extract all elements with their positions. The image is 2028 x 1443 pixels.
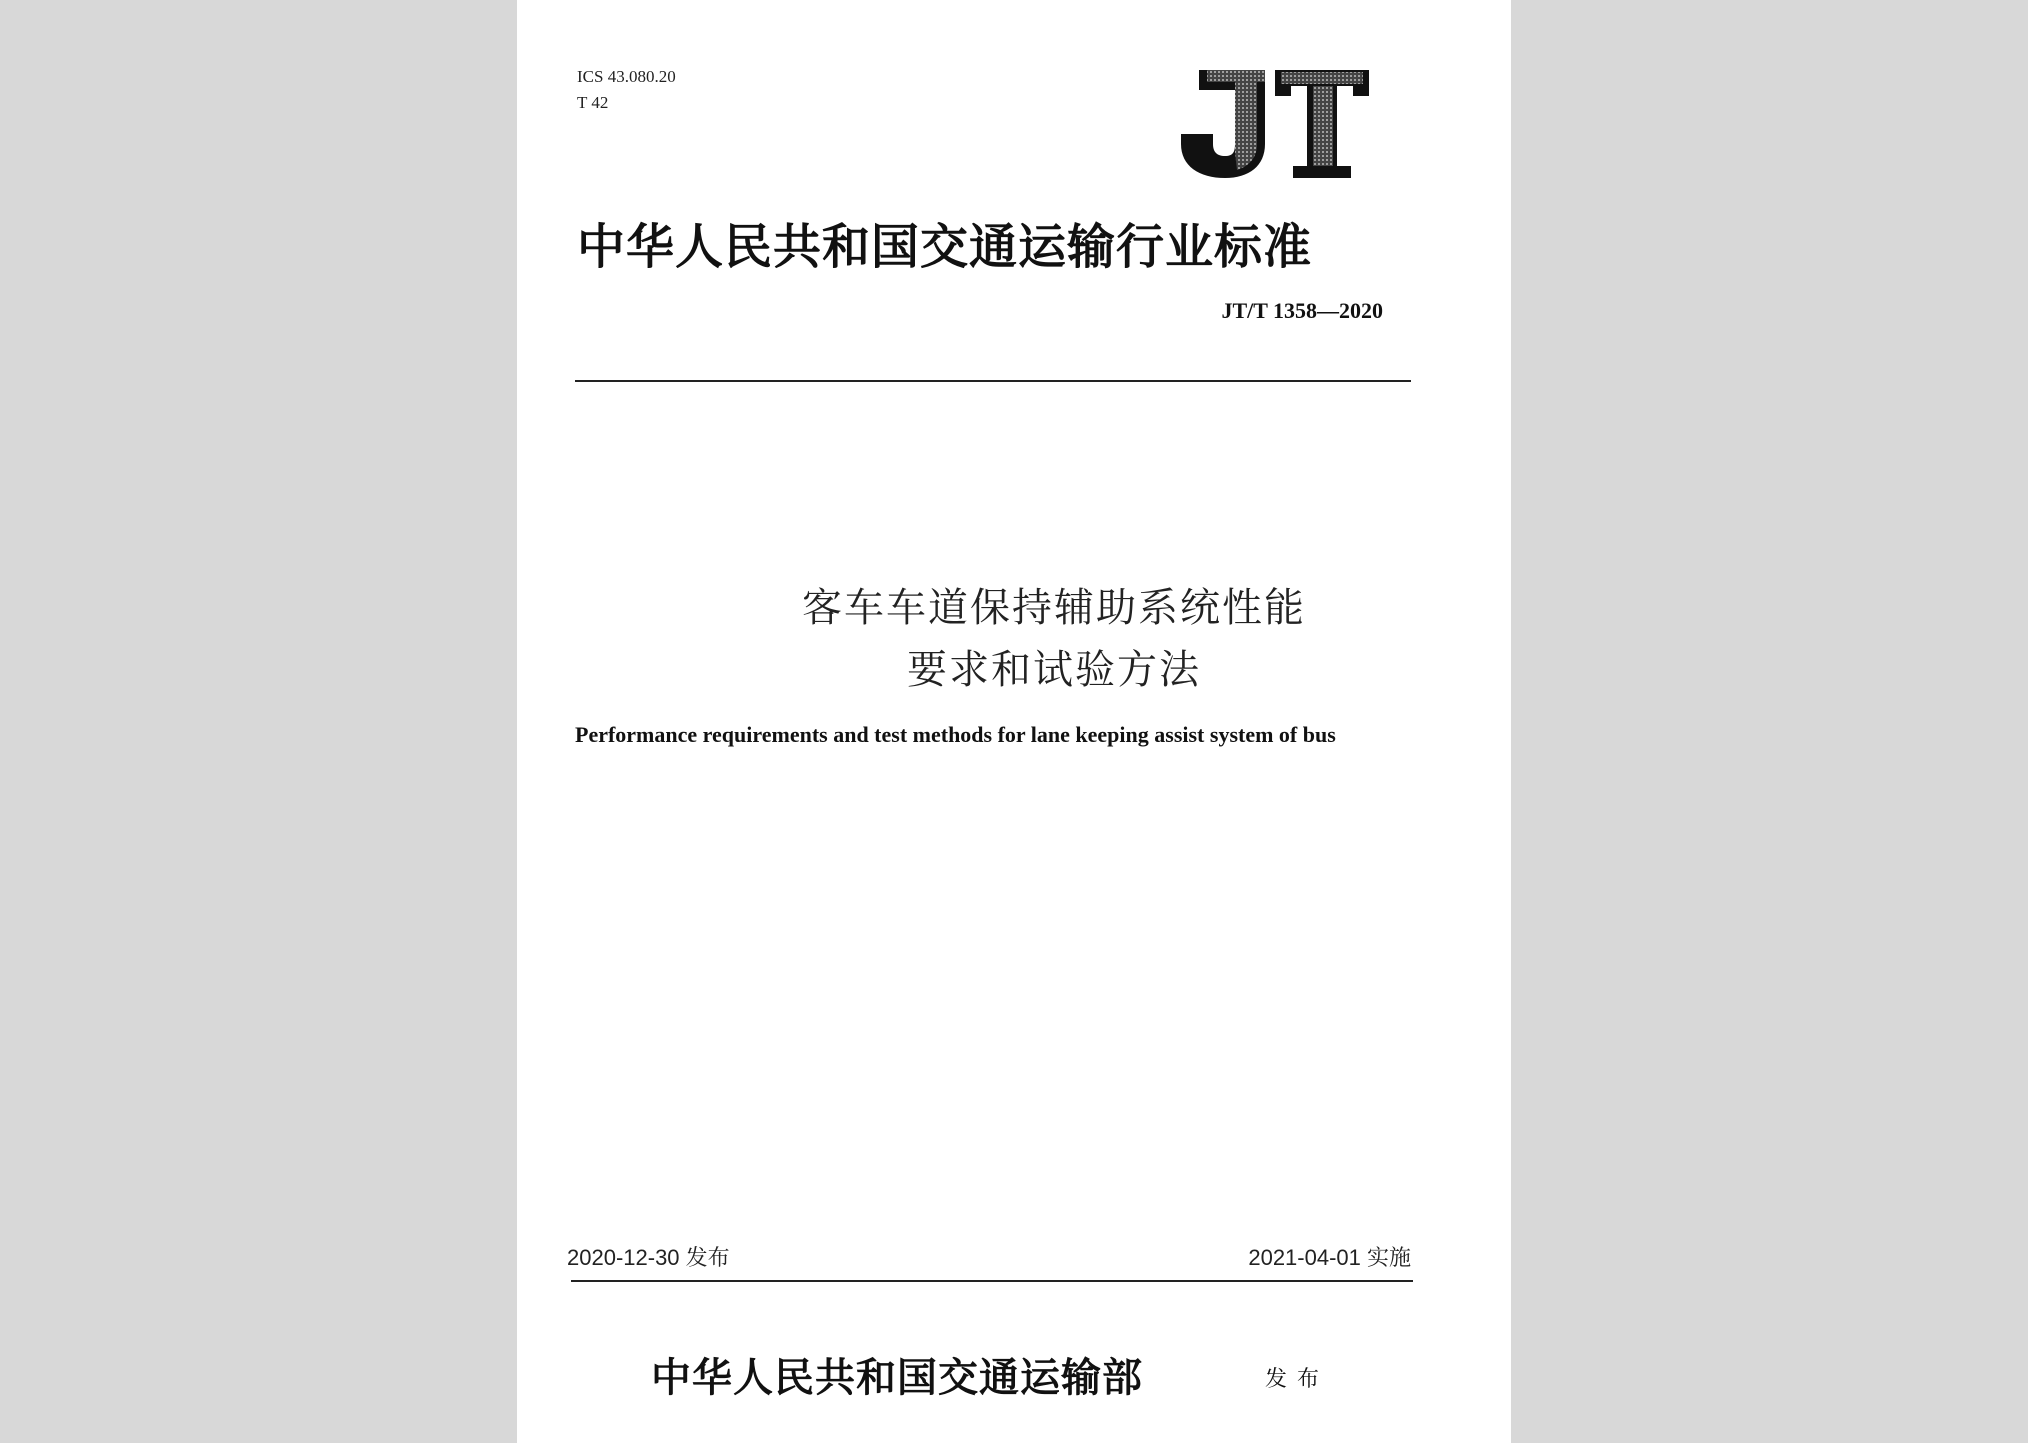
category-code: T 42 xyxy=(577,93,609,112)
divider-top xyxy=(575,380,1411,382)
implementation-date: 2021-04-01 实施 xyxy=(1248,1245,1411,1270)
publish-label: 发布 xyxy=(1265,1367,1330,1392)
jt-logo xyxy=(1157,62,1377,182)
divider-bottom xyxy=(571,1280,1413,1282)
title-cn-line1: 客车车道保持辅助系统性能 xyxy=(802,585,1306,631)
title-en: Performance requirements and test methods for lane keeping assist system of bus xyxy=(575,722,1336,747)
issue-date: 2020-12-30 发布 xyxy=(567,1245,730,1270)
publisher-name: 中华人民共和国交通运输部 xyxy=(651,1354,1143,1401)
standard-title: 中华人民共和国交通运输行业标准 xyxy=(577,219,1313,275)
title-cn-line2: 要求和试验方法 xyxy=(907,647,1201,693)
ics-code: ICS 43.080.20 xyxy=(577,67,676,86)
standard-number: JT/T 1358—2020 xyxy=(1221,298,1383,323)
document-page xyxy=(517,0,1511,1443)
classification-block xyxy=(577,64,676,116)
